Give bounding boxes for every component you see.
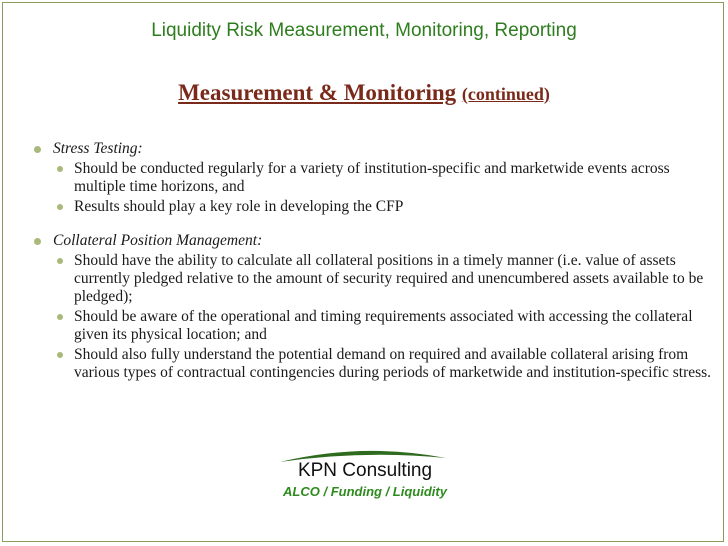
bullet-icon xyxy=(57,204,63,210)
subtitle-main: Measurement & Monitoring xyxy=(178,80,457,105)
section-heading-collateral: Collateral Position Management: xyxy=(30,232,720,250)
list-item: Should be aware of the operational and timing requirements associated with accessing the collateral given its physical location; and xyxy=(30,308,720,344)
logo-name: KPN Consulting xyxy=(297,460,433,481)
bullet-icon xyxy=(57,314,63,320)
subtitle-suffix: (continued) xyxy=(461,84,550,104)
bullet-icon xyxy=(57,258,63,264)
bullet-icon xyxy=(34,238,41,245)
slide-header: Liquidity Risk Measurement, Monitoring, Reporting xyxy=(151,20,577,41)
bullet-icon xyxy=(34,146,41,153)
list-item: Should have the ability to calculate all collateral positions in a timely manner (i.e. value of assets currently pledged relative to the amount of security required and unencumbered assets available to be pledged); xyxy=(30,252,720,306)
slide-subtitle xyxy=(0,80,728,106)
company-logo xyxy=(250,448,480,508)
bullet-icon xyxy=(57,166,63,172)
section-heading-stress-testing: Stress Testing: xyxy=(30,140,720,158)
logo-tagline: ALCO / Funding / Liquidity xyxy=(283,484,447,499)
list-item: Should also fully understand the potential demand on required and available collateral arising from various types of contractual contingencies during periods of marketwide and institution-specific stress. xyxy=(30,346,720,382)
bullet-icon xyxy=(57,352,63,358)
list-item: Should be conducted regularly for a variety of institution-specific and marketwide events across multiple time horizons, and xyxy=(30,160,720,196)
slide-content xyxy=(30,140,720,382)
list-item: Results should play a key role in developing the CFP xyxy=(30,198,720,216)
